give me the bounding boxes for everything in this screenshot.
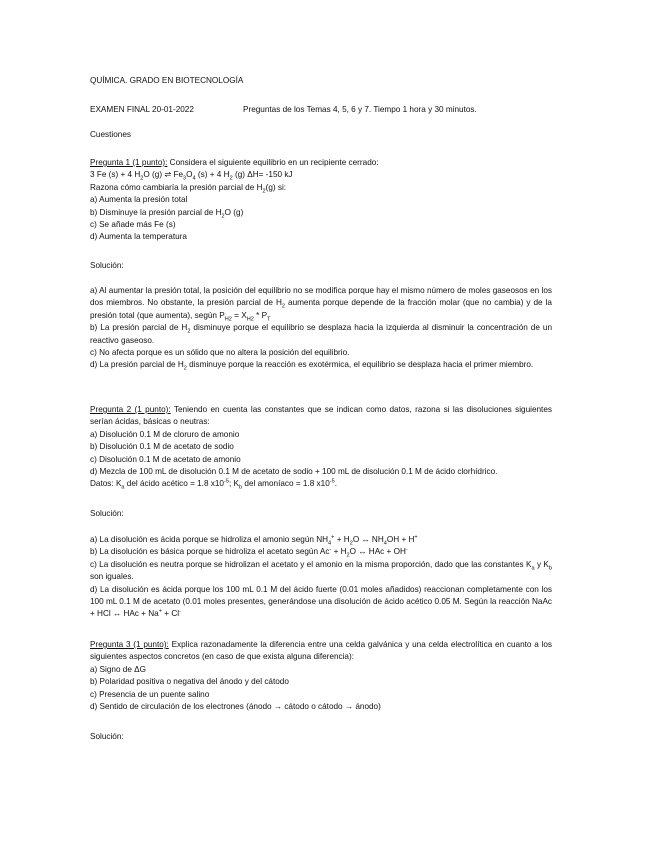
exam-header-line (90, 104, 552, 116)
solution-2-c: c) La disolución es neutra porque se hidrolizan el acetato y el amonio en la misma proporción, dado que las constantes $K_a$ y $K_b$ son iguales. (90, 559, 552, 582)
question-1-intro: Considera el siguiente equilibrio en un recipiente cerrado: (167, 158, 379, 167)
solution-label-3: Solución: (90, 732, 124, 741)
question-1-option-d: d) Aumenta la temperatura (90, 232, 187, 242)
solution-label-2: Solución: (90, 509, 124, 518)
question-1-option-c: c) Se añade más Fe (s) (90, 220, 176, 230)
solution-2-b: b) La disolución es básica porque se hidroliza el acetato según $Ac^- + H_2O$ ↔ HAc + OH- (90, 546, 408, 560)
solution-1-d: d) La presión parcial de $H_2$ disminuye porque la reacción es exotérmica, el equilibrio se desplaza hacia el primer miembro. (90, 360, 534, 373)
solution-label-1: Solución: (90, 261, 124, 270)
question-2-option-c: c) Disolución 0.1 M de acetato de amonio (90, 454, 241, 464)
question-2-title: Pregunta 2 (1 punto): (90, 405, 171, 414)
solution-1 (90, 285, 552, 372)
solution-1-c: c) No afecta porque es un sólido que no altera la posición del equilibrio. (90, 348, 350, 358)
question-3-option-c: c) Presencia de un puente salino (90, 689, 210, 699)
question-2 (90, 404, 552, 491)
question-1-ask: Razona cómo cambiaría la presión parcial de $H_2(g)$ si: (90, 182, 287, 195)
question-1-equation: 3 Fe (s) + 4 $H_2O$ (g) ⇌ $Fe_3O_4$ (s) + 4 $H_2$ (g) ΔH= -150 kJ (90, 170, 293, 183)
question-3-option-d: d) Sentido de circulación de los electrones (ánodo → cátodo o cátodo → ánodo) (90, 702, 381, 712)
question-3-option-b: b) Polaridad positiva o negativa del ánodo y del cátodo (90, 677, 289, 687)
question-3-option-a: a) Signo de ΔG (90, 664, 146, 674)
solution-1-b: b) La presión parcial de $H_2$ disminuye porque el equilibrio se desplaza hacia la izquierda al disminuir la concentración de un reactivo gaseoso. (90, 323, 552, 345)
question-2-option-a: a) Disolución 0.1 M de cloruro de amonio (90, 429, 240, 439)
question-3-intro: Explica razonadamente la diferencia entre una celda galvánica y una celda electrolítica en cuanto a los siguientes aspectos concretos (en caso de que exista alguna diferencia): (90, 640, 552, 662)
question-2-data: Datos: $K_a$ del ácido acético = 1.8 $x10^{-5}$; $K_b$ del amoníaco = 1.8 $x10^{-5}$. (90, 478, 338, 492)
exam-topics: Preguntas de los Temas 4, 5, 6 y 7. Tiempo 1 hora y 30 minutos. (243, 105, 477, 114)
question-2-intro: Teniendo en cuenta las constantes que se indican como datos, razona si las disoluciones siguientes serían ácidas, básicas o neutras: (90, 405, 552, 427)
question-2-option-b: b) Disolución 0.1 M de acetato de sodio (90, 442, 234, 452)
solution-2-a: a) La disolución es ácida porque se hidroliza el amonio según $NH_4^+ + H_2O$ ↔ $NH_4OH + H^+$ (90, 534, 418, 547)
question-3-title: Pregunta 3 (1 punto): (90, 640, 169, 649)
question-1-option-a: a) Aumenta la presión total (90, 195, 188, 205)
question-3 (90, 639, 552, 713)
solution-1-a: a) Al aumentar la presión total, la posición del equilibrio no se modifica porque hay el mismo número de moles gaseosos en los dos miembros. No obstante, la presión parcial de $H_2$ aumenta porque depende de la fracción molar (que no cambia) y de la presión total (que aumenta), según $P_{H2} = X_{H2} * P_T$ (90, 286, 552, 323)
solution-2-d: d) La disolución es ácida porque los 100 mL 0.1 M del ácido fuerte (0.01 moles añadidos) reaccionan completamente con los 100 mL 0.1 M de acetato (0.01 moles presentes, generándose una disolución de ácido acético 0.05 M. Según la reacción NaAc + HCl ↔ HAc + Na+ + Cl- (90, 584, 552, 619)
question-1-option-b: b) Disminuye la presión parcial de $H_2O$ (g) (90, 207, 244, 220)
question-1-title: Pregunta 1 (1 punto): (90, 158, 168, 167)
section-title: Cuestiones (90, 130, 131, 139)
exam-date: EXAMEN FINAL 20-01-2022 (90, 105, 194, 114)
question-1 (90, 157, 552, 244)
solution-2 (90, 534, 552, 621)
question-2-option-d: d) Mezcla de 100 mL de disolución 0.1 M de acetato de sodio + 100 mL de disolución 0.1 M de ácido clorhídrico. (90, 467, 498, 477)
course-title: QUÍMICA. GRADO EN BIOTECNOLOGÍA (90, 76, 244, 85)
